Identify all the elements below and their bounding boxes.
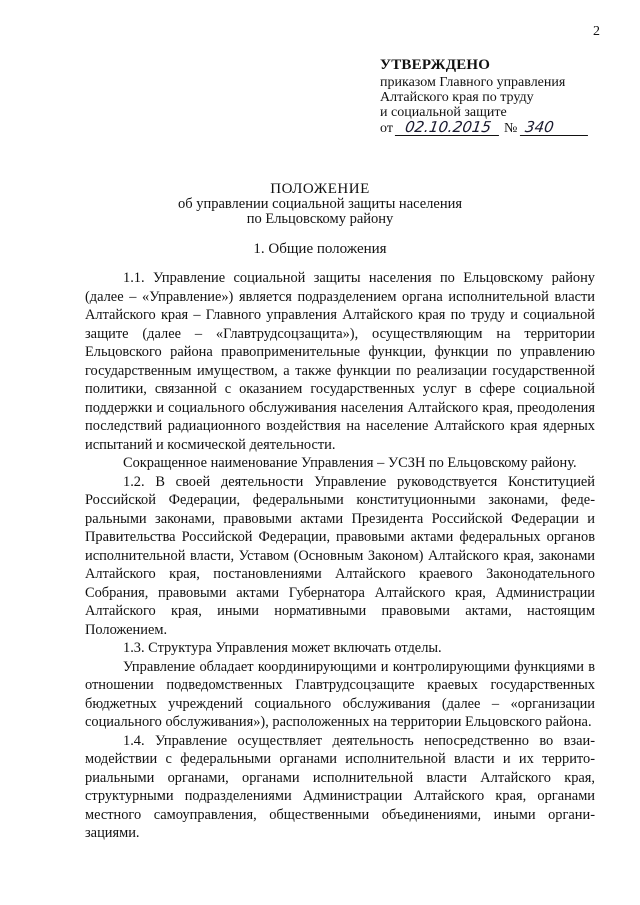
handwritten-number: 340 — [520, 120, 590, 136]
paragraph-short-name: Сокращенное наименование Управления – УСЗН по Ельцовскому району. — [123, 455, 577, 471]
approval-date-number-line — [380, 120, 610, 136]
approval-line-2: Алтайского края по труду — [380, 90, 534, 105]
approval-heading: УТВЕРЖДЕНО — [380, 57, 491, 73]
paragraph-coordination: Управление обладает координирующими и контролирующими функциями в отношении подведомственных Главтрудсоцзащите краевых государственных бюджетных учреждений социального обслуживания (далее – «организации социального обслуживания»), расположенных на территории Ельцовского района. — [85, 658, 595, 730]
approval-line-3: и социальной защите — [380, 105, 507, 120]
approval-line-1: приказом Главного управления — [380, 75, 566, 90]
document-body — [85, 269, 595, 843]
paragraph-1-1: 1.1. Управление социальной защиты населения по Ельцовскому району (далее – «Управление») является подразделением органа исполнительной власти Алтайского края – Главного управления Алтайского края по труду и социальной защите (далее – «Главтрудсоцзащита»), осуществляющим на территории Ельцовского района правоприменительные функции, функции по управлению государственным имуществом, а также функции по реализации государственной политики, связанной с оказанием государственных услуг в сфере социальной поддержки и социального обслуживания населения Алтайского края, преодоления последствий радиационного воздействия на население Алтайского края ядерных испытаний и космической деятельности. — [85, 270, 595, 453]
paragraph-1-4: 1.4. Управление осуществляет деятельность непосредственно во взаимодействии с федеральными органами исполнительной власти и их территориальными органами, органами исполнительной власти Алтайского края, структурными подразделениями Администрации Алтайского края, органами местного самоуправления, общественными объединениями, иными организациями. — [85, 732, 595, 841]
document-title-line-3: по Ельцовскому району — [246, 211, 394, 227]
document-title-line-1: ПОЛОЖЕНИЕ — [270, 181, 370, 197]
date-prefix: от — [380, 121, 393, 136]
handwritten-date: 02.10.2015 — [395, 120, 501, 136]
document-title-line-2: об управлении социальной защиты населения — [177, 196, 463, 212]
document-title — [0, 182, 640, 227]
number-prefix: № — [503, 121, 518, 136]
paragraph-1-2: 1.2. В своей деятельности Управление руководствуется Конституцией Российской Федерации, федеральными конституционными законами, федеральными законами, правовыми актами Президента Российской Федерации и Правительства Российской Федерации, правовыми актами федеральных органов исполнительной власти, Уставом (Основным Законом) Алтайского края, законами Алтайского края, постановлениями Алтайского краевого Законодательного Собрания, правовыми актами Губернатора Алтайского края, Администрации Алтайского края, иными нормативными правовыми актами, настоящим Положением. — [85, 473, 595, 638]
paragraph-1-3: 1.3. Структура Управления может включать отделы. — [123, 640, 442, 656]
section-title: 1. Общие положения — [253, 241, 387, 257]
approval-stamp — [380, 58, 610, 136]
page-number: 2 — [593, 24, 600, 39]
